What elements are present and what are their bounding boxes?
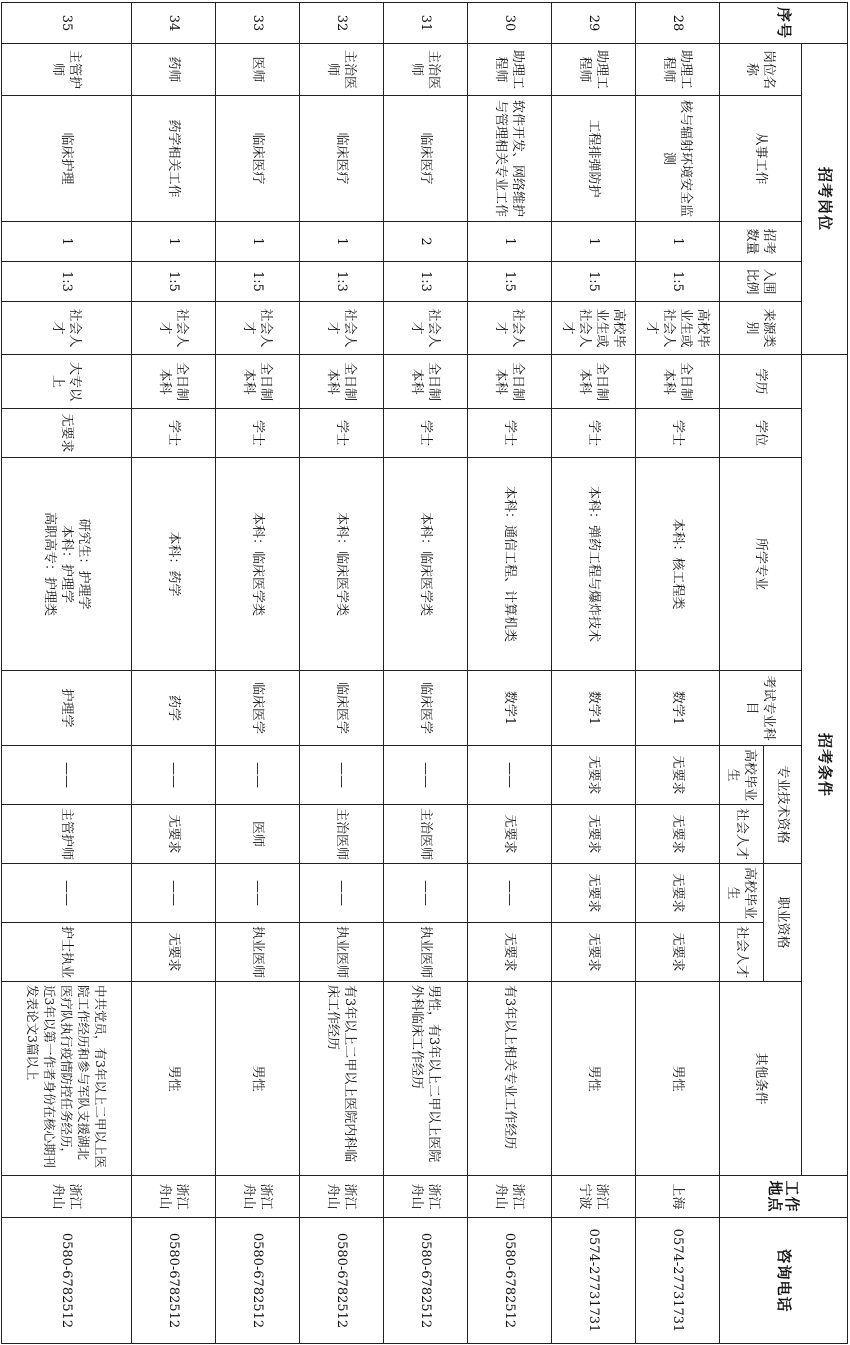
cell-major: 研究生：护理学 本科：护理学 高职高专：护理类 [2, 458, 132, 671]
cell-phone: 0580-6782512 [2, 1218, 132, 1344]
cell-count: 1 [636, 222, 720, 262]
cell-work: 临床医疗 [300, 96, 384, 222]
cell-voc-social: 无要求 [552, 923, 636, 982]
cell-phone: 0580-6782512 [468, 1218, 552, 1344]
cell-exam: 数学1 [468, 671, 552, 746]
header-position-group: 招考岗位 [802, 44, 848, 355]
cell-tech-grad: 无要求 [636, 746, 720, 805]
cell-education: 全日制本科 [300, 355, 384, 409]
cell-location: 浙江舟山 [132, 1176, 216, 1218]
cell-other: 男性 [216, 982, 300, 1176]
header-phone: 咨询电话 [720, 1218, 848, 1344]
header-vocational-qual: 职业资格 [764, 864, 802, 982]
cell-seq: 33 [216, 3, 300, 44]
header-seq: 序号 [720, 3, 848, 44]
cell-source: 社会人才 [132, 302, 216, 355]
header-exam-subject: 考试专业科目 [720, 671, 802, 746]
cell-voc-grad: —— [300, 864, 384, 923]
cell-major: 本科：药学 [132, 458, 216, 671]
cell-tech-social: 主治医师 [384, 805, 468, 864]
cell-degree: 学士 [552, 409, 636, 458]
cell-voc-social: 护士执业 [2, 923, 132, 982]
cell-phone: 0574-27731731 [552, 1218, 636, 1344]
cell-ratio: 1:5 [216, 262, 300, 302]
cell-tech-grad: —— [132, 746, 216, 805]
table-body [2, 3, 720, 1344]
cell-degree: 学士 [468, 409, 552, 458]
cell-phone: 0574-27731731 [636, 1218, 720, 1344]
cell-count: 1 [300, 222, 384, 262]
recruitment-table [1, 2, 848, 1344]
cell-tech-grad: 无要求 [552, 746, 636, 805]
table-row [468, 3, 552, 1344]
cell-seq: 30 [468, 3, 552, 44]
table-row [636, 3, 720, 1344]
cell-location: 浙江舟山 [2, 1176, 132, 1218]
cell-major: 本科：通信工程、计算机类 [468, 458, 552, 671]
header-other: 其他条件 [720, 982, 802, 1176]
cell-ratio: 1:5 [552, 262, 636, 302]
cell-work: 工程排弹防护 [552, 96, 636, 222]
header-education: 学历 [720, 355, 802, 409]
cell-work: 临床护理 [2, 96, 132, 222]
cell-location: 上海 [636, 1176, 720, 1218]
cell-education: 全日制本科 [216, 355, 300, 409]
cell-source: 社会人才 [216, 302, 300, 355]
cell-source: 高校毕业生或社会人才 [636, 302, 720, 355]
header-position-name: 岗位名称 [720, 44, 802, 96]
cell-phone: 0580-6782512 [216, 1218, 300, 1344]
cell-position: 主管护师 [2, 44, 132, 96]
cell-count: 2 [384, 222, 468, 262]
cell-degree: 学士 [216, 409, 300, 458]
cell-work: 软件开发、网络维护与管理相关专业工作 [468, 96, 552, 222]
cell-exam: 临床医学 [300, 671, 384, 746]
cell-voc-grad: —— [384, 864, 468, 923]
table-row [216, 3, 300, 1344]
cell-ratio: 1:5 [132, 262, 216, 302]
header-degree: 学位 [720, 409, 802, 458]
cell-location: 浙江舟山 [300, 1176, 384, 1218]
table-row [300, 3, 384, 1344]
cell-count: 1 [552, 222, 636, 262]
header-tech-social: 社会人才 [720, 805, 764, 864]
cell-ratio: 1:3 [384, 262, 468, 302]
cell-other: 有3年以上相关专业工作经历 [468, 982, 552, 1176]
cell-exam: 药学 [132, 671, 216, 746]
cell-voc-social: 执业医师 [384, 923, 468, 982]
cell-location: 浙江舟山 [216, 1176, 300, 1218]
cell-position: 主治医师 [300, 44, 384, 96]
header-voc-social: 社会人才 [720, 923, 764, 982]
cell-education: 大专以上 [2, 355, 132, 409]
cell-voc-grad: 无要求 [552, 864, 636, 923]
cell-voc-grad: —— [132, 864, 216, 923]
cell-position: 主治医师 [384, 44, 468, 96]
cell-work: 核与辐射环境安全监测 [636, 96, 720, 222]
cell-phone: 0580-6782512 [300, 1218, 384, 1344]
cell-other: 有3年以上二甲以上医院内科临床工作经历 [300, 982, 384, 1176]
cell-position: 助理工程师 [552, 44, 636, 96]
cell-exam: 数学1 [552, 671, 636, 746]
cell-work: 临床医疗 [216, 96, 300, 222]
header-count: 招考数量 [720, 222, 802, 262]
header-location: 工作地点 [720, 1176, 848, 1218]
cell-education: 全日制本科 [468, 355, 552, 409]
cell-degree: 无要求 [2, 409, 132, 458]
cell-degree: 学士 [636, 409, 720, 458]
cell-other: 男性 [636, 982, 720, 1176]
cell-major: 本科：临床医学类 [216, 458, 300, 671]
cell-major: 本科：弹药工程与爆炸技术 [552, 458, 636, 671]
table-row [384, 3, 468, 1344]
cell-count: 1 [2, 222, 132, 262]
header-source: 来源类别 [720, 302, 802, 355]
cell-major: 本科：核工程类 [636, 458, 720, 671]
cell-other: 男性，有3年以上二甲以上医院外科临床工作经历 [384, 982, 468, 1176]
cell-degree: 学士 [300, 409, 384, 458]
cell-degree: 学士 [132, 409, 216, 458]
cell-voc-grad: —— [2, 864, 132, 923]
cell-position: 助理工程师 [636, 44, 720, 96]
cell-tech-social: 医师 [216, 805, 300, 864]
cell-seq: 34 [132, 3, 216, 44]
cell-location: 浙江舟山 [384, 1176, 468, 1218]
cell-seq: 35 [2, 3, 132, 44]
cell-voc-grad: —— [216, 864, 300, 923]
cell-count: 1 [216, 222, 300, 262]
table-header [720, 3, 848, 1344]
cell-position: 助理工程师 [468, 44, 552, 96]
cell-voc-social: 无要求 [636, 923, 720, 982]
cell-tech-social: 无要求 [468, 805, 552, 864]
cell-location: 浙江舟山 [468, 1176, 552, 1218]
cell-seq: 29 [552, 3, 636, 44]
cell-tech-social: 无要求 [552, 805, 636, 864]
cell-work: 临床医疗 [384, 96, 468, 222]
cell-voc-social: 执业医师 [216, 923, 300, 982]
cell-education: 全日制本科 [132, 355, 216, 409]
header-ratio: 入围比例 [720, 262, 802, 302]
cell-other: 中共党员，有3年以上二甲以上医院工作经历和参与军队支援湖北医疗队执行疫情防控任务经历，近3年以第一作者身份在核心期刊发表论文3篇以上 [2, 982, 132, 1176]
cell-ratio: 1:3 [300, 262, 384, 302]
cell-seq: 31 [384, 3, 468, 44]
cell-tech-grad: —— [216, 746, 300, 805]
cell-tech-social: 主管护师 [2, 805, 132, 864]
cell-tech-grad: —— [384, 746, 468, 805]
header-work: 从事工作 [720, 96, 802, 222]
cell-seq: 28 [636, 3, 720, 44]
cell-tech-grad: —— [2, 746, 132, 805]
header-major: 所学专业 [720, 458, 802, 671]
cell-work: 药学相关工作 [132, 96, 216, 222]
table-row [2, 3, 132, 1344]
cell-voc-social: 无要求 [468, 923, 552, 982]
table-row [132, 3, 216, 1344]
cell-phone: 0580-6782512 [384, 1218, 468, 1344]
cell-exam: 数学1 [636, 671, 720, 746]
header-tech-qual: 专业技术资格 [764, 746, 802, 864]
cell-tech-grad: —— [300, 746, 384, 805]
cell-count: 1 [132, 222, 216, 262]
cell-major: 本科：临床医学类 [384, 458, 468, 671]
header-voc-grad: 高校毕业生 [720, 864, 764, 923]
cell-voc-grad: —— [468, 864, 552, 923]
cell-tech-grad: —— [468, 746, 552, 805]
cell-voc-social: 无要求 [132, 923, 216, 982]
cell-exam: 临床医学 [216, 671, 300, 746]
cell-degree: 学士 [384, 409, 468, 458]
cell-source: 社会人才 [468, 302, 552, 355]
cell-phone: 0580-6782512 [132, 1218, 216, 1344]
header-conditions-group: 招考条件 [802, 355, 848, 1176]
cell-other: 男性 [552, 982, 636, 1176]
cell-voc-grad: 无要求 [636, 864, 720, 923]
cell-ratio: 1:5 [468, 262, 552, 302]
cell-major: 本科：临床医学类 [300, 458, 384, 671]
cell-source: 社会人才 [2, 302, 132, 355]
cell-ratio: 1:3 [2, 262, 132, 302]
cell-education: 全日制本科 [636, 355, 720, 409]
cell-education: 全日制本科 [552, 355, 636, 409]
cell-source: 高校毕业生或社会人才 [552, 302, 636, 355]
cell-other: 男性 [132, 982, 216, 1176]
cell-voc-social: 执业医师 [300, 923, 384, 982]
cell-source: 社会人才 [300, 302, 384, 355]
cell-position: 医师 [216, 44, 300, 96]
cell-exam: 临床医学 [384, 671, 468, 746]
cell-position: 药师 [132, 44, 216, 96]
cell-location: 浙江宁波 [552, 1176, 636, 1218]
cell-tech-social: 无要求 [636, 805, 720, 864]
cell-tech-social: 主治医师 [300, 805, 384, 864]
cell-exam: 护理学 [2, 671, 132, 746]
cell-tech-social: 无要求 [132, 805, 216, 864]
table-row [552, 3, 636, 1344]
cell-education: 全日制本科 [384, 355, 468, 409]
cell-source: 社会人才 [384, 302, 468, 355]
header-tech-grad: 高校毕业生 [720, 746, 764, 805]
cell-ratio: 1:5 [636, 262, 720, 302]
cell-seq: 32 [300, 3, 384, 44]
cell-count: 1 [468, 222, 552, 262]
